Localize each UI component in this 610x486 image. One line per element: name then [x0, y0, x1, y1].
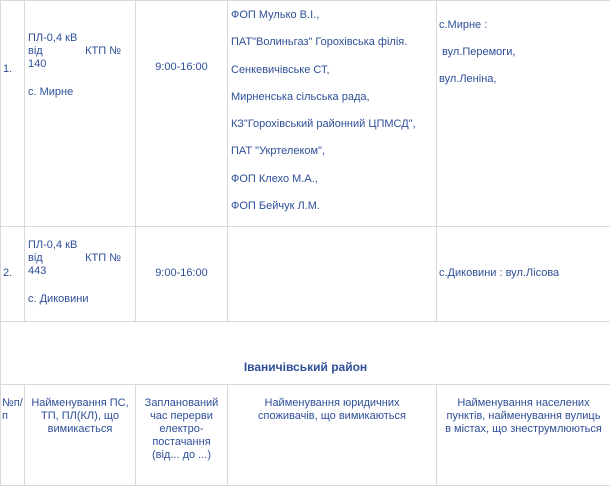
time-cell	[136, 1, 228, 227]
consumer-item: ФОП Мулько В.І.,	[231, 8, 436, 35]
from-label: від	[28, 45, 43, 58]
consumer-item: ПАТ"Волиньгаз" Горохівська філія.	[231, 35, 436, 62]
line-name: ПЛ-0,4 кВ	[28, 32, 133, 45]
outage-time: 9:00-16:00	[155, 61, 208, 73]
row-number: 2.	[3, 267, 12, 279]
streets-cell	[437, 227, 610, 322]
object-cell	[25, 227, 136, 322]
table-row	[1, 227, 610, 322]
consumer-item: КЗ"Горохівський районний ЦПМСД",	[231, 117, 436, 144]
ktp-label: КТП №	[85, 45, 121, 58]
header-planned: Запланований час перерви електро-постачання (від... до ...)	[136, 385, 228, 486]
village-name: с. Диковини	[28, 293, 133, 306]
row-number: 1.	[3, 63, 12, 75]
consumer-item: Мирненська сільська рада,	[231, 90, 436, 117]
line-name: ПЛ-0,4 кВ	[28, 239, 133, 252]
object-cell	[25, 1, 136, 227]
row-number-cell	[1, 227, 25, 322]
streets-cell	[437, 1, 610, 227]
region-row	[1, 322, 610, 385]
street-item: вул.Леніна,	[439, 73, 610, 85]
street-item: с.Диковини : вул.Лісова	[439, 267, 610, 279]
header-row	[1, 385, 610, 486]
header-settlements: Найменування населених пунктів, найменування вулиць в містах, що знеструмлюються	[437, 385, 610, 486]
consumers-cell	[228, 227, 437, 322]
time-cell	[136, 227, 228, 322]
outage-time: 9:00-16:00	[155, 267, 208, 279]
consumer-item: ФОП Бейчук Л.М.	[231, 199, 436, 226]
table-row	[1, 1, 610, 227]
consumers-cell	[228, 1, 437, 227]
street-item: вул.Перемоги,	[439, 46, 610, 73]
ktp-label: КТП №	[85, 252, 121, 265]
consumer-item: ПАТ "Укртелеком",	[231, 144, 436, 171]
header-object: Найменування ПС, ТП, ПЛ(КЛ), що вимикається	[25, 385, 136, 486]
ktp-number: 140	[28, 58, 133, 71]
ktp-number: 443	[28, 265, 133, 278]
header-consumers: Найменування юридичних споживачів, що вимикаються	[228, 385, 437, 486]
region-title-cell	[1, 322, 610, 385]
street-item: с.Мирне :	[439, 19, 610, 46]
consumer-item: ФОП Клехо М.А.,	[231, 172, 436, 199]
village-name: с. Мирне	[28, 86, 133, 99]
row-number-cell	[1, 1, 25, 227]
from-label: від	[28, 252, 43, 265]
header-num: №п/п	[1, 385, 25, 486]
consumer-item: Сенкевичівське СТ,	[231, 63, 436, 90]
region-title: Іваничівський район	[244, 360, 367, 374]
